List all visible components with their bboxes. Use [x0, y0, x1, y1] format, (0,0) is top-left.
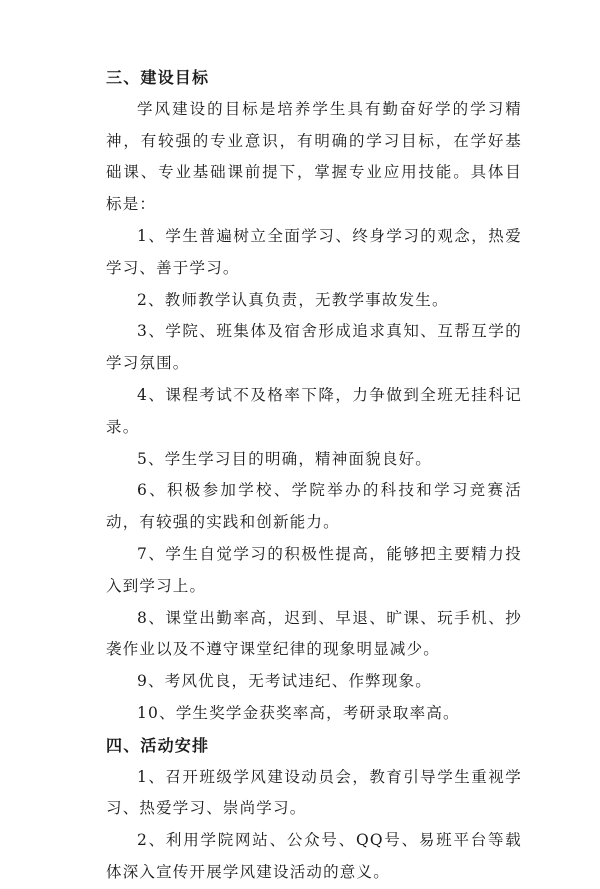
activity-item-2: 2、利用学院网站、公众号、QQ号、易班平台等载体深入宣传开展学风建设活动的意义。 [106, 831, 522, 881]
goal-item-5: 5、学生学习目的明确，精神面貌良好。 [137, 449, 432, 468]
section-heading-goals: 三、建设目标 [106, 68, 210, 87]
goal-item-1: 1、学生普遍树立全面学习、终身学习的观念，热爱学习、善于学习。 [106, 226, 522, 277]
goal-item-7: 7、学生自觉学习的积极性提高，能够把主要精力投入到学习上。 [106, 544, 522, 595]
goal-item-2: 2、教师教学认真负责，无教学事故发生。 [137, 290, 449, 309]
goal-item-8: 8、课堂出勤率高，迟到、早退、旷课、玩手机、抄袭作业以及不遵守课堂纪律的现象明显减少。 [106, 608, 522, 659]
document-body [106, 62, 522, 889]
activity-item-1: 1、召开班级学风建设动员会，教育引导学生重视学习、热爱学习、崇尚学习。 [106, 767, 522, 818]
goal-item-6: 6、积极参加学校、学院举办的科技和学习竞赛活动，有较强的实践和创新能力。 [106, 481, 522, 532]
section-heading-activities: 四、活动安排 [106, 735, 210, 755]
goal-item-3: 3、学院、班集体及宿舍形成追求真知、互帮互学的学习氛围。 [106, 322, 522, 373]
goal-item-10: 10、学生奖学金获奖率高，考研录取率高。 [137, 703, 460, 722]
goal-item-4: 4、课程考试不及格率下降，力争做到全班无挂科记录。 [106, 385, 522, 436]
goal-item-9: 9、考风优良，无考试违纪、作弊现象。 [137, 672, 432, 691]
goals-intro-paragraph: 学风建设的目标是培养学生具有勤奋好学的学习精神，有较强的专业意识，有明确的学习目标，在学好基础课、专业基础课前提下，掌握专业应用技能。具体目标是： [106, 99, 522, 214]
